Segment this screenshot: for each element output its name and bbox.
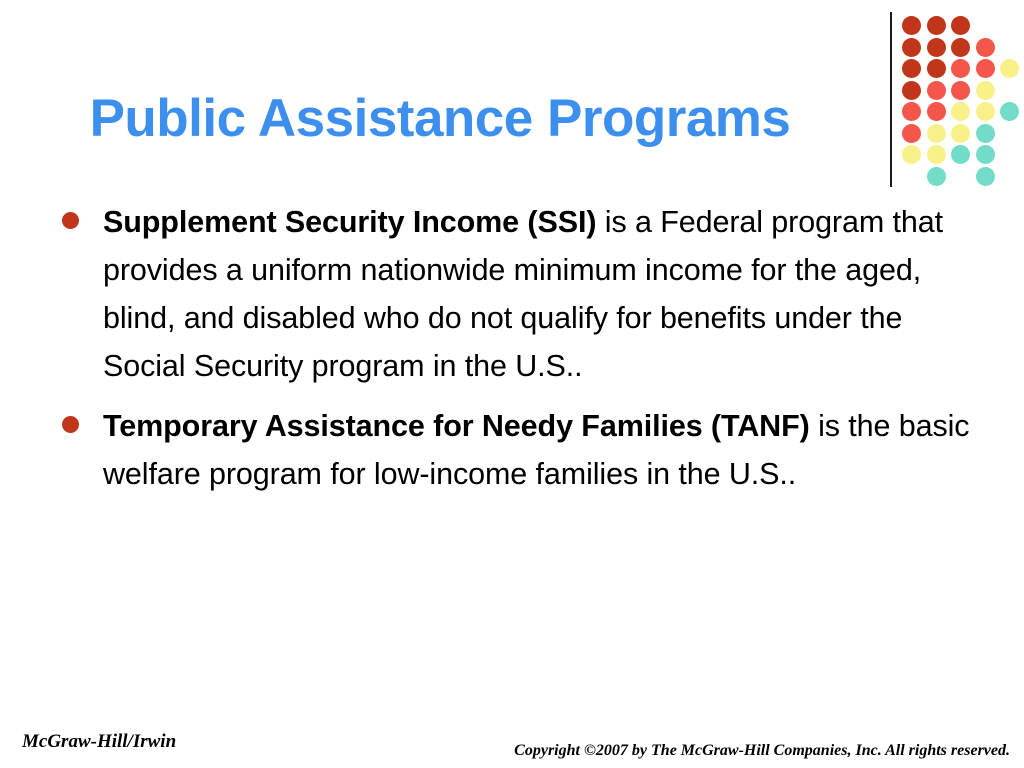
bullet-body-text: is the basic welfare program for low-income families in the U.S..: [103, 409, 970, 491]
vertical-divider-line: [890, 12, 892, 187]
decorative-dot: [927, 81, 946, 100]
decorative-dot: [927, 59, 946, 78]
decorative-dot: [927, 167, 946, 186]
slide-title: Public Assistance Programs: [89, 89, 791, 148]
decorative-dot: [976, 145, 995, 164]
decorative-dot: [927, 38, 946, 57]
bullet-item: [55, 198, 975, 390]
footer-copyright: Copyright ©2007 by The McGraw-Hill Companies, Inc. All rights reserved.: [514, 742, 1010, 759]
decorative-dot: [951, 38, 970, 57]
decorative-dot: [902, 16, 921, 35]
decorative-dot: [927, 102, 946, 121]
decorative-dot: [976, 38, 995, 57]
bullet-body-text: is a Federal program that provides a uniform nationwide minimum income for the aged, blind, and disabled who do not qualify for benefits under the Social Security program in the U.S..: [103, 205, 944, 383]
decorative-dot: [976, 59, 995, 78]
decorative-dot: [902, 102, 921, 121]
decorative-dot: [902, 38, 921, 57]
decorative-dot: [976, 102, 995, 121]
decorative-dot: [951, 59, 970, 78]
decorative-dot-matrix: [874, 0, 1024, 195]
decorative-dot: [951, 145, 970, 164]
decorative-dot: [951, 16, 970, 35]
bullet-lead-term: Temporary Assistance for Needy Families (TANF): [103, 409, 810, 443]
bullet-item: [55, 402, 975, 498]
decorative-dot: [927, 124, 946, 143]
decorative-dot: [927, 145, 946, 164]
decorative-dot: [951, 124, 970, 143]
bullet-marker-icon: [62, 416, 79, 433]
decorative-dot: [902, 145, 921, 164]
footer-brand: McGraw-Hill/Irwin: [22, 731, 177, 752]
bullet-list: [55, 198, 975, 510]
bullet-marker-icon: [62, 212, 79, 229]
decorative-dot: [976, 124, 995, 143]
decorative-dot: [976, 167, 995, 186]
bullet-text: [103, 198, 975, 390]
decorative-dot: [976, 81, 995, 100]
bullet-lead-term: Supplement Security Income (SSI): [103, 205, 597, 239]
decorative-dot: [902, 59, 921, 78]
decorative-dot: [951, 81, 970, 100]
decorative-dot: [927, 16, 946, 35]
decorative-dot: [902, 124, 921, 143]
decorative-dot: [1000, 59, 1019, 78]
bullet-text: [103, 402, 975, 498]
decorative-dot: [1000, 102, 1019, 121]
decorative-dot: [902, 81, 921, 100]
decorative-dot: [951, 102, 970, 121]
